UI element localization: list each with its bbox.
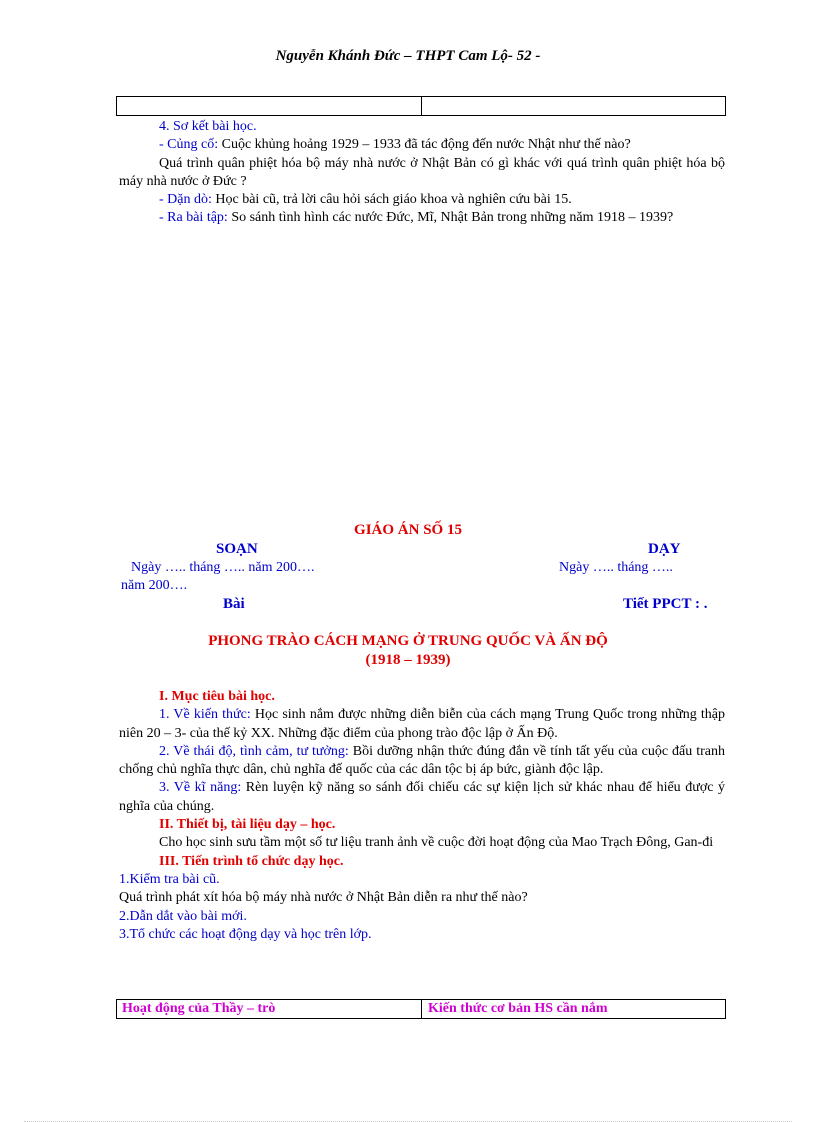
bai-tap-text: So sánh tình hình các nước Đức, Mĩ, Nhật Bản trong những năm 1918 – 1939? <box>227 210 674 226</box>
day-date-line1: Ngày ….. tháng ….. <box>559 560 673 575</box>
process-heading: III. Tiến trình tổ chức dạy học. <box>159 853 344 869</box>
top-table-fragment <box>116 96 726 116</box>
bai-tap-label: - Ra bài tập: <box>159 210 228 226</box>
equipment-heading: II. Thiết bị, tài liệu dạy – học. <box>159 817 336 833</box>
table-header-teacher-student: Hoạt động của Thầy – trò <box>122 1001 276 1016</box>
soan-date: Ngày ….. tháng ….. năm 200…. <box>131 560 315 575</box>
question-two: Quá trình quân phiệt hóa bộ máy nhà nước ở Nhật Bản có gì khác với quá trình quân phiệt hóa bộ máy nhà nước ở Đức ? <box>119 155 725 189</box>
knowledge-label: 1. Về kiến thức: <box>159 707 251 723</box>
page-header: Nguyễn Khánh Đức – THPT Cam Lộ- 52 - <box>275 48 541 64</box>
dan-do-line <box>119 191 725 209</box>
day-date-line2: năm 200…. <box>121 578 188 593</box>
equipment-text: Cho học sinh sưu tầm một số tư liệu tranh ảnh về cuộc đời hoạt động của Mao Trạch Đông, Gan-đi <box>159 835 714 851</box>
skills-text: Rèn luyện kỹ năng so sánh đối chiếu các sự kiện lịch sử khác nhau để hiểu được ý nghĩa của chúng. <box>119 780 725 814</box>
objectives-heading: I. Mục tiêu bài học. <box>159 689 275 704</box>
skills-label: 3. Về kĩ năng: <box>159 780 242 796</box>
soan-label: SOẠN <box>216 541 258 557</box>
dan-do-text: Học bài cũ, trả lời câu hỏi sách giáo khoa và nghiên cứu bài 15. <box>211 192 572 208</box>
summary-heading: 4. Sơ kết bài học. <box>159 119 257 134</box>
summary-section <box>119 118 725 228</box>
step-one-question: Quá trình phát xít hóa bộ máy nhà nước ở Nhật Bản diễn ra như thế nào? <box>119 890 528 906</box>
bai-label: Bài <box>223 596 245 612</box>
lesson-title: PHONG TRÀO CÁCH MẠNG Ở TRUNG QUỐC VÀ ẤN ĐỘ <box>208 633 608 649</box>
cung-co-line <box>119 136 725 154</box>
table-column-divider <box>421 97 422 115</box>
attitude-objective <box>119 743 725 780</box>
activity-table-header <box>116 999 726 1019</box>
lesson-years: (1918 – 1939) <box>365 652 451 668</box>
attitude-label: 2. Về thái độ, tình cảm, tư tưởng: <box>159 743 349 759</box>
table-header-key-knowledge: Kiến thức cơ bản HS cần nắm <box>428 1001 608 1016</box>
lesson-number-title: GIÁO ÁN SỐ 15 <box>354 522 462 538</box>
skills-objective <box>119 779 725 816</box>
knowledge-objective <box>119 706 725 743</box>
attitude-text: Bồi dưỡng nhận thức đúng đắn về tính tất yếu của cuộc đấu tranh chống chủ nghĩa thực dân, chủ nghĩa đế quốc của các dân tộc bị áp bức, giành độc lập. <box>119 743 725 778</box>
cung-co-text: Cuộc khủng hoảng 1929 – 1933 đã tác động đến nước Nhật như thế nào? <box>218 137 631 153</box>
step-three: 3.Tổ chức các hoạt động dạy và học trên lớp. <box>119 926 372 942</box>
cung-co-label: - Củng cố: <box>159 137 219 153</box>
day-label: DẠY <box>648 541 681 557</box>
knowledge-text: Học sinh nắm được những diễn biễn của cách mạng Trung Quốc trong những thập niên 20 – 3- của thế kỷ XX. Những đặc điểm của phong trào độc lập ở Ấn Độ. <box>119 707 725 741</box>
step-two: 2.Dẫn dắt vào bài mới. <box>119 908 247 924</box>
dan-do-label: - Dặn dò: <box>159 192 212 208</box>
table-column-divider <box>421 1000 422 1018</box>
step-one: 1.Kiểm tra bài cũ. <box>119 871 220 887</box>
objectives-section <box>119 688 725 944</box>
bai-tap-line <box>119 209 725 227</box>
page-bottom-rule <box>24 1121 792 1122</box>
tiet-ppct-label: Tiết PPCT : . <box>623 596 708 612</box>
